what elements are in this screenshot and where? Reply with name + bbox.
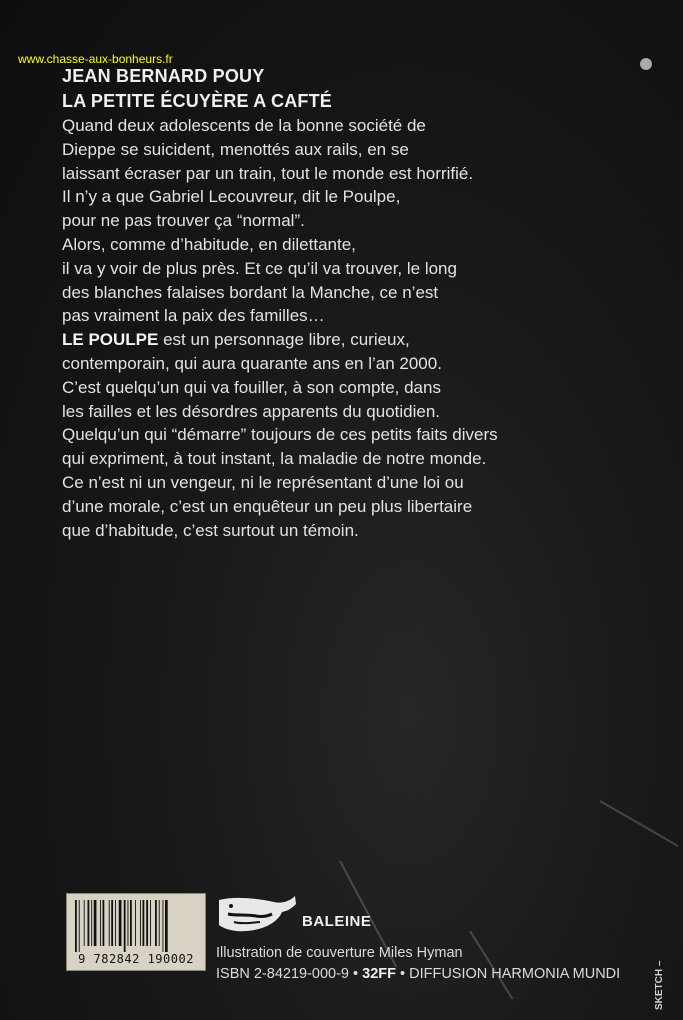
blurb-line-text: que d’habitude, c’est surtout un témoin. xyxy=(62,520,359,540)
barcode-bar xyxy=(109,900,110,946)
blurb-line xyxy=(62,400,622,424)
barcode-bar xyxy=(111,900,113,946)
blurb-line xyxy=(62,162,622,186)
blurb-line xyxy=(62,138,622,162)
blurb-line-text: d’une morale, c’est un enquêteur un peu plus libertaire xyxy=(62,496,473,516)
barcode-bar xyxy=(88,900,90,946)
blurb-line xyxy=(62,209,622,233)
book-title: LA PETITE ÉCUYÈRE A CAFTÉ xyxy=(62,91,333,111)
blurb-line-text: contemporain, qui aura quarante ans en l’an 2000. xyxy=(62,353,442,373)
publisher-name: BALEINE xyxy=(302,913,372,930)
blurb-line xyxy=(62,114,622,138)
barcode xyxy=(66,893,206,971)
side-credit: SKETCH – xyxy=(654,960,665,1010)
blurb-line-text: C’est quelqu’un qui va fouiller, à son compte, dans xyxy=(62,377,441,397)
background-streak xyxy=(600,800,679,847)
blurb-bold-text: LE POULPE xyxy=(62,330,159,350)
background-streak xyxy=(469,930,513,999)
barcode-bar xyxy=(79,900,80,952)
blurb-line xyxy=(62,352,622,376)
barcode-bar xyxy=(130,900,132,946)
barcode-bar xyxy=(91,900,92,946)
barcode-bar xyxy=(155,900,157,946)
blurb-text xyxy=(62,114,622,542)
blurb-line-text: pas vraiment la paix des familles… xyxy=(62,306,325,326)
barcode-bar xyxy=(146,900,148,946)
blurb-line-text: il va y voir de plus près. Et ce qu’il va trouver, le long xyxy=(62,258,457,278)
blurb-line-text: Quelqu’un qui “démarre” toujours de ces petits faits divers xyxy=(62,425,498,445)
blurb-line xyxy=(62,257,622,281)
blurb-line-text: qui expriment, à tout instant, la maladie de notre monde. xyxy=(62,449,487,469)
blurb-line-text: Dieppe se suicident, menottés aux rails, en se xyxy=(62,139,409,159)
blurb-line xyxy=(62,376,622,400)
watermark-text: www.chasse-aux-bonheurs.fr xyxy=(18,52,173,66)
barcode-digits: 9 782842 190002 xyxy=(78,952,194,966)
isbn-line xyxy=(216,966,620,982)
barcode-bar xyxy=(140,900,141,946)
barcode-bar xyxy=(128,900,129,946)
blurb-line-text: Il n’y a que Gabriel Lecouvreur, dit le Poulpe, xyxy=(62,187,401,207)
blurb-line xyxy=(62,185,622,209)
price-label: 32FF xyxy=(362,966,396,982)
blurb-line xyxy=(62,519,622,543)
barcode-bar xyxy=(159,900,160,946)
blurb-line-text: Ce n’est ni un vengeur, ni le représentant d’une loi ou xyxy=(62,472,464,492)
blurb-line xyxy=(62,281,622,305)
barcode-bar xyxy=(84,900,85,946)
whale-logo-icon xyxy=(216,892,298,936)
light-spot xyxy=(640,58,652,70)
barcode-bar xyxy=(150,900,151,946)
barcode-bar xyxy=(124,900,126,952)
blurb-line-text: laissant écraser par un train, tout le monde est horrifié. xyxy=(62,163,474,183)
blurb-line xyxy=(62,471,622,495)
barcode-bar xyxy=(75,900,77,952)
barcode-bar xyxy=(103,900,105,946)
blurb-line xyxy=(62,495,622,519)
barcode-bar xyxy=(94,900,97,946)
blurb-line xyxy=(62,304,622,328)
blurb-line-text: les failles et les désordres apparents du quotidien. xyxy=(62,401,441,421)
barcode-bars xyxy=(73,900,199,952)
illustration-credit: Illustration de couverture Miles Hyman xyxy=(216,945,463,961)
distribution-label: • DIFFUSION HARMONIA MUNDI xyxy=(400,966,621,982)
author-name: JEAN BERNARD POUY xyxy=(62,66,265,86)
blurb-line-text: est un personnage libre, curieux, xyxy=(158,330,410,350)
barcode-bar xyxy=(165,900,168,952)
blurb-line-text: des blanches falaises bordant la Manche, ce n’est xyxy=(62,282,439,302)
barcode-bar xyxy=(143,900,145,946)
blurb-line xyxy=(62,447,622,471)
barcode-bar xyxy=(119,900,122,946)
barcode-bar xyxy=(115,900,116,946)
barcode-bar xyxy=(100,900,101,946)
blurb-line-text: pour ne pas trouver ça “normal”. xyxy=(62,211,305,231)
blurb-line-text: Quand deux adolescents de la bonne société de xyxy=(62,116,426,135)
barcode-bar xyxy=(163,900,164,952)
blurb-line xyxy=(62,423,622,447)
blurb-line xyxy=(62,328,622,352)
barcode-bar xyxy=(135,900,136,946)
blurb-line xyxy=(62,233,622,257)
isbn-number: ISBN 2-84219-000-9 • xyxy=(216,966,359,982)
blurb-line-text: Alors, comme d’habitude, en dilettante, xyxy=(62,234,356,254)
